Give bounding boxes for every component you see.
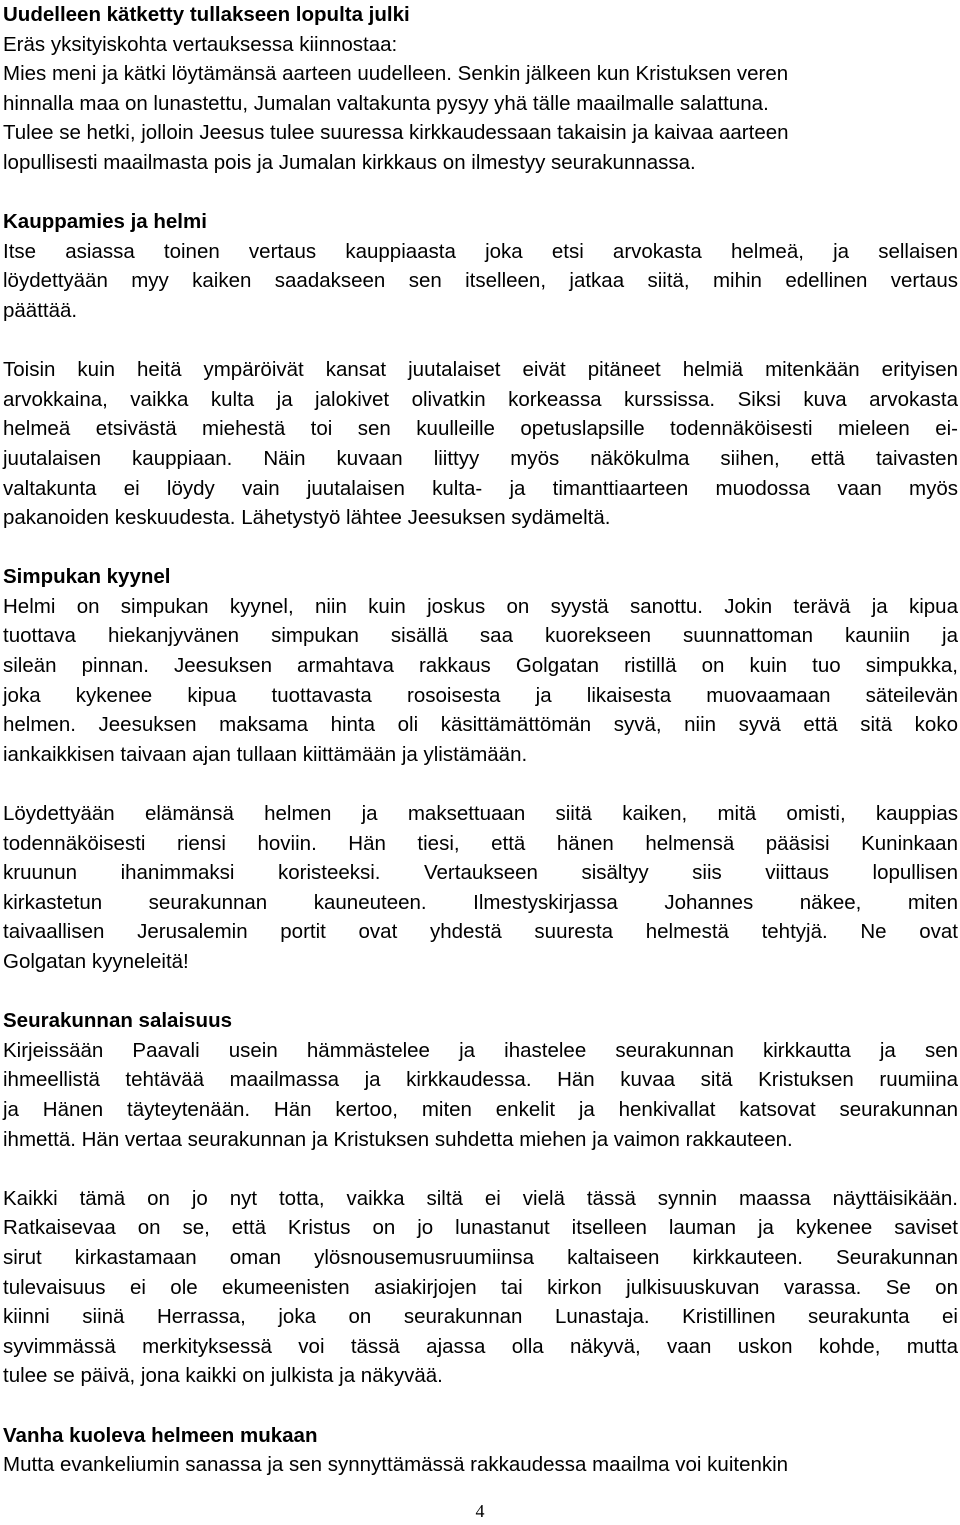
spacer — [3, 178, 958, 208]
spacer — [3, 1154, 958, 1184]
text-line: Toisin kuin heitä ympäröivät kansat juutalaiset eivät pitäneet helmiä mitenkään erityisen — [3, 358, 958, 382]
text-line: todennäköisesti riensi hoviin. Hän tiesi, että hänen helmensä pääsisi Kuninkaan — [3, 831, 958, 855]
text-line: Mutta evankeliumin sanassa ja sen synnyttämässä rakkaudessa maailma voi kuitenkin — [3, 1453, 789, 1477]
section-simpukan-kyynel — [3, 562, 958, 976]
section-heading: Simpukan kyynel — [3, 565, 171, 589]
section-heading: Seurakunnan salaisuus — [3, 1009, 233, 1033]
paragraph — [3, 592, 958, 770]
text-line: päättää. — [3, 298, 78, 322]
text-line: Golgatan kyyneleitä! — [3, 950, 189, 973]
text-line: kruunun ihanimmaksi koristeeksi. Vertaukseen sisältyy siis viittaus lopullisen — [3, 861, 958, 885]
text-line: Tulee se hetki, jolloin Jeesus tulee suuressa kirkkaudessaan takaisin ja kaivaa aarteen — [3, 121, 789, 145]
text-line: ja Hänen täyteytenään. Hän kertoo, miten enkelit ja henkivallat katsovat seurakunnan — [3, 1097, 958, 1121]
text-line: taivaallisen Jerusalemin portit ovat yhdestä suuresta helmestä tehtyjä. Ne ovat — [3, 920, 958, 944]
text-line: löydettyään myy kaiken saadakseen sen itselleen, jatkaa siitä, mihin edellinen vertaus — [3, 269, 958, 293]
spacer — [3, 533, 958, 563]
text-line: Helmi on simpukan kyynel, niin kuin joskus on syystä sanottu. Jokin terävä ja kipua — [3, 594, 958, 618]
text-line: tuottava hiekanjyvänen simpukan sisällä saa kuorekseen suunnattoman kauniin ja — [3, 624, 958, 648]
section-vanha-kuoleva — [3, 1421, 958, 1480]
paragraph — [3, 30, 958, 178]
text-line: tulee se päivä, jona kaikki on julkista ja näkyvää. — [3, 1364, 443, 1388]
text-line: juutalaisen kauppiaan. Näin kuvaan liittyy myös näkökulma siihen, että taivasten — [3, 446, 958, 470]
text-line: helmen. Jeesuksen maksama hinta oli käsittämättömän syvä, niin syvä että sitä koko — [3, 713, 958, 737]
text-line: tulevaisuus ei ole ekumeenisten asiakirjojen tai kirkon julkisuuskuvan varassa. Se on — [3, 1275, 958, 1299]
paragraph — [3, 799, 958, 977]
section-heading: Vanha kuoleva helmeen mukaan — [3, 1423, 318, 1447]
text-line: Ratkaisevaa on se, että Kristus on jo lunastanut itselleen lauman ja kykenee saviset — [3, 1216, 958, 1240]
spacer — [3, 326, 958, 356]
section-uudelleen-katketty — [3, 0, 958, 178]
paragraph — [3, 355, 958, 533]
document-page — [3, 0, 958, 1480]
text-line: ihmeellistä tehtävää maailmassa ja kirkkaudessa. Hän kuvaa sitä Kristuksen ruumiina — [3, 1068, 958, 1092]
text-line: hinnalla maa on lunastettu, Jumalan valtakunta pysyy yhä tälle maailmalle salattuna. — [3, 91, 769, 115]
text-line: kiinni siinä Herrassa, joka on seurakunnan Lunastaja. Kristillinen seurakunta ei — [3, 1305, 958, 1329]
text-line: Itse asiassa toinen vertaus kauppiaasta joka etsi arvokasta helmeä, ja sellaisen — [3, 239, 958, 263]
paragraph — [3, 1184, 958, 1391]
spacer — [3, 977, 958, 1007]
paragraph — [3, 237, 958, 326]
text-line: sileän pinnan. Jeesuksen armahtava rakkaus Golgatan ristillä on kuin tuo simpukka, — [3, 654, 958, 678]
spacer — [3, 769, 958, 799]
section-seurakunnan-salaisuus — [3, 1006, 958, 1391]
paragraph — [3, 1450, 958, 1480]
text-line: syvimmässä merkityksessä voi tässä ajassa olla näkyvä, vaan uskon kohde, mutta — [3, 1334, 958, 1358]
text-line: arvokkaina, vaikka kulta ja jalokivet olivatkin korkeassa kurssissa. Siksi kuva arvokasta — [3, 387, 958, 411]
text-line: sirut kirkastamaan oman ylösnousemusruumiinsa kaltaiseen kirkkauteen. Seurakunnan — [3, 1245, 958, 1269]
paragraph — [3, 1036, 958, 1154]
section-heading: Uudelleen kätketty tullakseen lopulta julki — [3, 3, 410, 26]
text-line: Löydettyään elämänsä helmen ja maksettuaan siitä kaiken, mitä omisti, kauppias — [3, 802, 958, 826]
text-line: iankaikkisen taivaan ajan tullaan kiittämään ja ylistämään. — [3, 742, 528, 766]
text-line: Mies meni ja kätki löytämänsä aarteen uudelleen. Senkin jälkeen kun Kristuksen veren — [3, 62, 789, 86]
text-line: kirkastetun seurakunnan kauneuteen. Ilmestyskirjassa Johannes näkee, miten — [3, 890, 958, 914]
section-heading: Kauppamies ja helmi — [3, 210, 207, 234]
text-line: valtakunta ei löydy vain juutalaisen kulta- ja timanttiaarteen muodossa vaan myös — [3, 476, 958, 500]
text-line: Eräs yksityiskohta vertauksessa kiinnostaa: — [3, 32, 398, 56]
text-line: Kirjeissään Paavali usein hämmästelee ja ihastelee seurakunnan kirkkautta ja sen — [3, 1038, 958, 1062]
text-line: joka kykenee kipua tuottavasta rosoisesta ja likaisesta muovaamaan säteilevän — [3, 683, 958, 707]
text-line: pakanoiden keskuudesta. Lähetystyö lähtee Jeesuksen sydämeltä. — [3, 506, 611, 530]
text-line: Kaikki tämä on jo nyt totta, vaikka siltä ei vielä tässä synnin maassa näyttäisikään. — [3, 1186, 958, 1210]
text-line: helmeä etsivästä miehestä toi sen kuulleille opetuslapsille todennäköisesti mieleen ei- — [3, 417, 958, 441]
spacer — [3, 1391, 958, 1421]
section-kauppamies-ja-helmi — [3, 207, 958, 533]
text-line: ihmettä. Hän vertaa seurakunnan ja Kristuksen suhdetta miehen ja vaimon rakkauteen. — [3, 1127, 793, 1151]
text-line: lopullisesti maailmasta pois ja Jumalan kirkkaus on ilmestyy seurakunnassa. — [3, 150, 696, 174]
page-number: 4 — [475, 1501, 485, 1521]
